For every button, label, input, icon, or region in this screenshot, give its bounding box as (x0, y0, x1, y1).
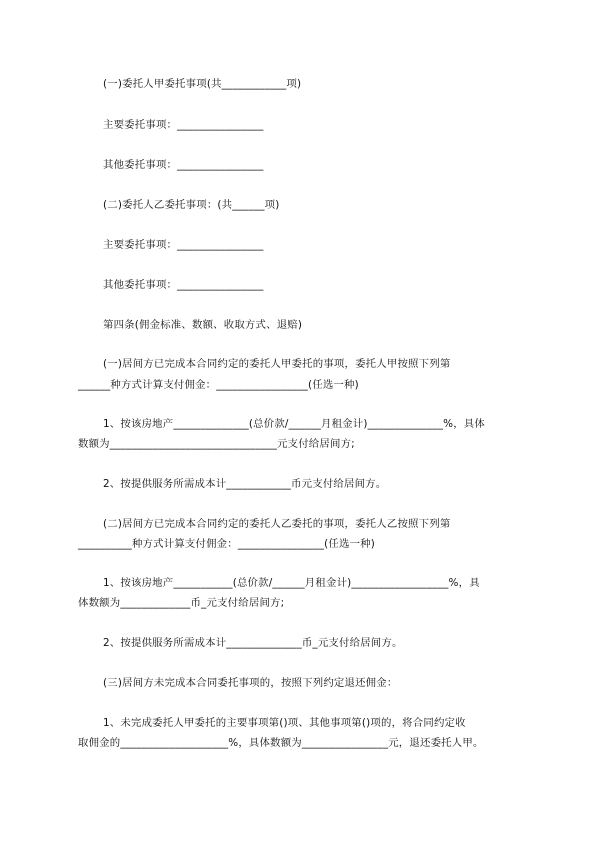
commission-b-paragraph-line-2: __________种方式计算支付佣金：________________(任选一种) (78, 538, 376, 550)
article-4-heading: 第四条(佣金标准、数额、收取方式、退赔) (103, 319, 303, 331)
commission-a-paragraph-line-2: ______种方式计算支付佣金：_________________(任选一种) (78, 379, 359, 391)
principal-a-main-items: 主要委托事项：________________ (103, 119, 264, 131)
commission-b-option-1-line-1: 1、按该房地产___________(总价款/______月租金计)__________________%，具 (103, 577, 480, 589)
principal-b-main-items: 主要委托事项：________________ (103, 239, 264, 251)
refund-item-1-line-1: 1、未完成委托人甲委托的主要事项第()项、其他事项第()项的，将合同约定收 (103, 717, 466, 729)
principal-b-other-items: 其他委托事项：________________ (103, 279, 264, 291)
clause-2-principal-b-items: (二)委托人乙委托事项：(共______项) (103, 199, 280, 211)
commission-a-option-1-line-2: 数额为_______________________________元支付给居间方; (78, 438, 355, 450)
commission-b-option-1-line-2: 体数额为_____________币_元支付给居间方; (78, 597, 285, 609)
commission-b-option-2: 2、按提供服务所需成本计______________币_元支付给居间方。 (103, 637, 403, 649)
commission-a-option-2: 2、按提供服务所需成本计____________币元支付给居间方。 (103, 478, 387, 490)
refund-item-1-line-2: 取佣金的____________________%，具体数额为________________元，退还委托人甲。 (78, 737, 484, 749)
principal-a-other-items: 其他委托事项：________________ (103, 159, 264, 171)
commission-a-paragraph-line-1: (一)居间方已完成本合同约定的委托人甲委托的事项，委托人甲按照下列第 (103, 358, 451, 370)
commission-a-option-1-line-1: 1、按该房地产______________(总价款/______月租金计)______________%，具体 (103, 418, 485, 430)
clause-1-principal-a-items: (一)委托人甲委托事项(共____________项) (103, 78, 302, 90)
commission-b-paragraph-line-1: (二)居间方已完成本合同约定的委托人乙委托的事项，委托人乙按照下列第 (103, 518, 451, 530)
refund-heading: (三)居间方未完成本合同委托事项的，按照下列约定退还佣金： (103, 677, 398, 689)
